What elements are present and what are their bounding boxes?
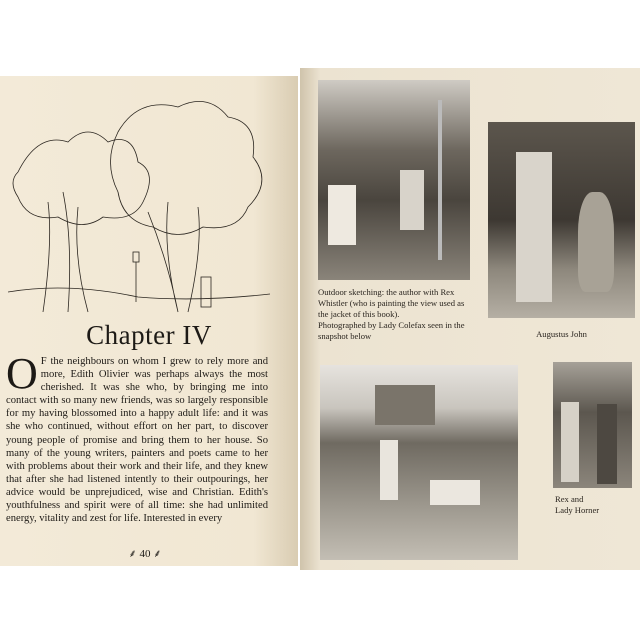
photo-augustus-john: [488, 122, 635, 318]
caption-augustus-john: Augustus John: [536, 329, 587, 339]
chapter-title: Chapter IV: [86, 320, 212, 350]
photo-rex-and-lady-horner: [553, 362, 632, 488]
caption-rex-lady-horner: Rex and Lady Horner: [555, 494, 600, 515]
drop-cap: O: [6, 349, 38, 398]
body-paragraph: F the neighbours on whom I grew to rely more and more, Edith Olivier was perhaps always the most cherished. It was she who, by bringing me into contact with so many new friends, was so largely responsible for my having blossomed into a happy adult life: and it was she who continued, without effort on her part, to discover young people of promise and bring them to her house. So many of the young writers, painters and poets came to her with problems about their work and their life, and they knew that after she had listened intently to their outpourings, her advice would be unprejudiced, wise and Christian. Edith's youthfulness and spirit were of all time: she had unlimited energy, vitality and zest for life. Interested in every: [6, 356, 268, 525]
photo-garden-snapshot: [320, 365, 518, 560]
photo-outdoor-sketching: [318, 80, 470, 280]
tree-illustration: [8, 92, 270, 320]
chapter-body-text: [6, 349, 268, 525]
caption-sketching: Outdoor sketching: the author with Rex Whistler (who is painting the view used as the jacket of this book). Photographed by Lady Colefax seen in the snapshot below: [318, 287, 465, 341]
page-number: ⸙ 40 ⸙: [128, 548, 162, 560]
